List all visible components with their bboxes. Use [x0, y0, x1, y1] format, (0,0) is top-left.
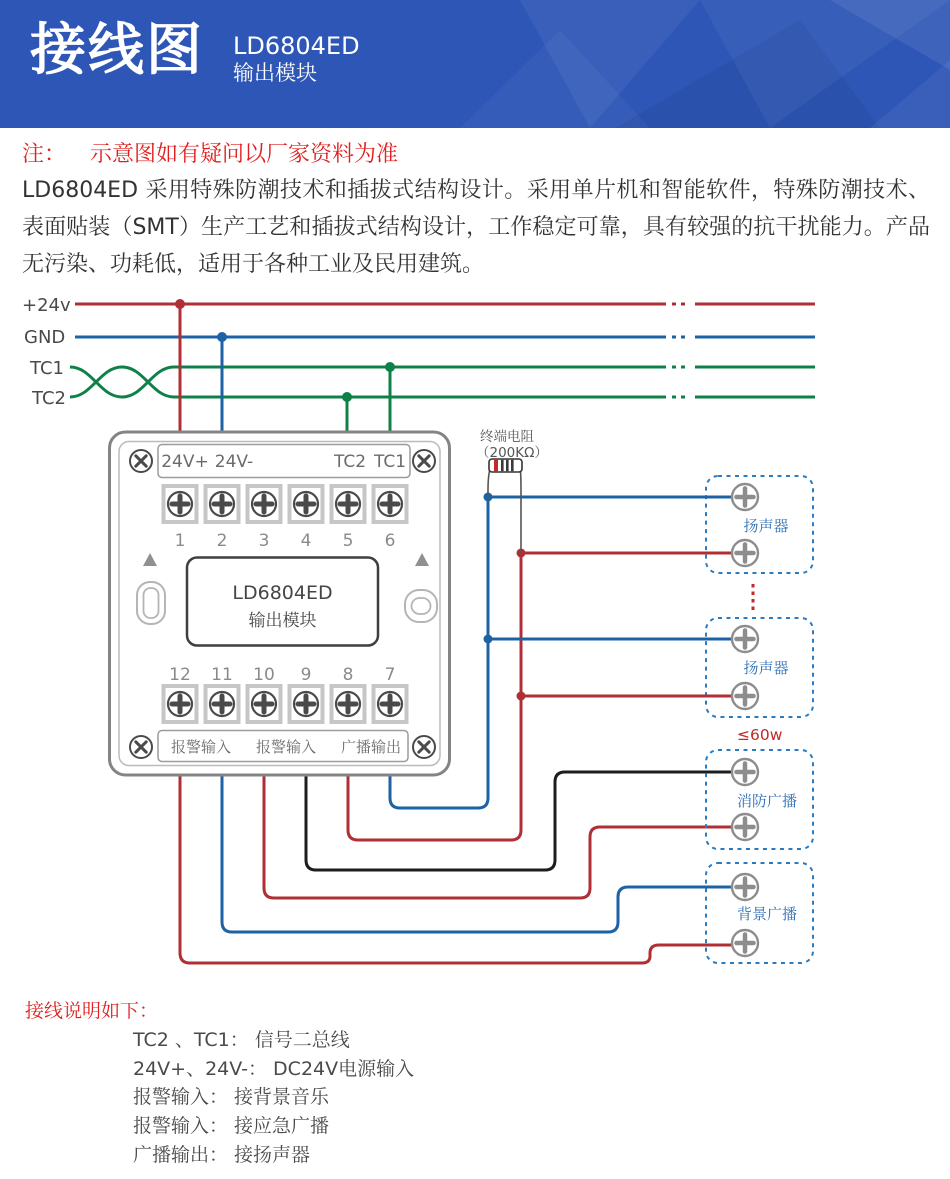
legend-items — [133, 1026, 414, 1170]
terminal-label-tc1: TC1 — [373, 452, 407, 472]
terminal-screw-icon-6 — [374, 486, 407, 522]
terminal-screw-icon-3 — [248, 486, 281, 522]
terminal-screw-icon-8 — [332, 686, 365, 722]
terminal-number: 8 — [342, 665, 354, 685]
device-boxes — [706, 476, 813, 963]
background-broadcast-label: 背景广播 — [736, 905, 798, 923]
terminal-screw-icon-9 — [290, 686, 323, 722]
note-line — [22, 137, 398, 168]
bus-label-tc1: TC1 — [30, 358, 64, 379]
terminal-screw-icon-2 — [206, 486, 239, 522]
resistor-band — [501, 460, 504, 471]
terminal-number: 7 — [384, 665, 396, 685]
terminal-number: 5 — [342, 531, 354, 551]
bus-label-tc2: TC2 — [32, 388, 66, 409]
wire-terminal11-blue — [222, 775, 732, 932]
bus-label-gnd: GND — [24, 327, 66, 348]
terminal-screw-icon-5 — [332, 486, 365, 522]
header-banner — [0, 0, 950, 128]
legend-item: 报警输入： 接应急广播 — [133, 1115, 330, 1138]
device-screw-icon — [732, 484, 758, 510]
power-limit-label: ≤60w — [737, 726, 783, 744]
bus-junction-dots — [175, 299, 395, 402]
device-screw-icon — [732, 626, 758, 652]
bus-labels — [22, 295, 71, 409]
note-text: 示意图如有疑问以厂家资料为准 — [90, 142, 399, 167]
legend-item: 24V+、24V-： DC24V电源输入 — [133, 1057, 415, 1080]
model-number: LD6804ED — [233, 32, 360, 60]
device-screw-icon — [732, 759, 758, 785]
resistor-band — [494, 460, 498, 471]
terminal-screw-icon-4 — [290, 486, 323, 522]
wire-terminal10-red — [264, 775, 732, 898]
module-type-label: 输出模块 — [233, 61, 317, 85]
junction-dot — [342, 392, 352, 402]
resistor-band — [511, 460, 514, 471]
terminal-number: 3 — [258, 531, 270, 551]
output-module — [110, 432, 450, 775]
bus-line-tc1 — [70, 367, 815, 397]
junction-dot — [484, 635, 493, 644]
terminal-screw-icon-7 — [374, 686, 407, 722]
terminal-number: 11 — [211, 665, 233, 685]
legend-item: 报警输入： 接背景音乐 — [133, 1086, 330, 1109]
module-name: LD6804ED — [232, 582, 333, 604]
terminal-label-alarm-input-1: 报警输入 — [170, 738, 232, 756]
device-screw-icon — [732, 540, 758, 566]
resistor-band — [506, 460, 509, 471]
legend-item: TC2 、TC1： 信号二总线 — [133, 1029, 350, 1051]
bus-lines — [70, 304, 815, 397]
terminal-screw-icon-1 — [164, 486, 197, 522]
junction-dot — [385, 362, 395, 372]
device-terminals — [732, 484, 758, 956]
fire-broadcast-label: 消防广播 — [736, 792, 798, 810]
device-screw-icon — [732, 683, 758, 709]
speaker-junction-dots — [484, 493, 526, 701]
corner-screw-icon — [130, 450, 152, 472]
speaker-label-1: 扬声器 — [743, 517, 789, 535]
bus-line-tc2 — [70, 367, 815, 397]
resistor-lead-right — [521, 471, 522, 553]
page-title: 接线图 — [30, 18, 204, 83]
resistor-name: 终端电阻 — [480, 429, 534, 445]
terminal-number: 4 — [300, 531, 312, 551]
module-type: 输出模块 — [248, 611, 317, 631]
wiring-diagram — [0, 285, 950, 985]
terminal-label-24v-minus: 24V- — [214, 452, 254, 472]
module-bottom-labels — [171, 738, 401, 756]
device-screw-icon — [732, 874, 758, 900]
terminal-number: 2 — [216, 531, 228, 551]
junction-dot — [517, 692, 526, 701]
resistor-value: （200KΩ） — [476, 445, 548, 461]
legend-title: 接线说明如下： — [25, 1000, 159, 1022]
junction-dot — [175, 299, 185, 309]
description-paragraph: LD6804ED 采用特殊防潮技术和插拔式结构设计。采用单片机和智能软件，特殊防潮技术、表面贴装（SMT）生产工艺和插拔式结构设计，工作稳定可靠，具有较强的抗干扰能力。产品无污染、功耗低，适用于各种工业及民用建筑。 — [22, 178, 930, 277]
terminal-screw-icon-10 — [248, 686, 281, 722]
speaker-bus-wires — [488, 497, 732, 696]
terminal-screw-icon-12 — [164, 686, 197, 722]
junction-dot — [217, 332, 227, 342]
terminal-number: 12 — [169, 665, 191, 685]
device-screw-icon — [732, 930, 758, 956]
module-side-slot-right — [405, 590, 437, 622]
legend-item: 广播输出： 接扬声器 — [133, 1143, 311, 1166]
corner-screw-icon — [413, 450, 435, 472]
terminal-label-broadcast-output: 广播输出 — [340, 738, 402, 756]
terminal-number: 6 — [384, 531, 396, 551]
terminal-screw-icon-11 — [206, 686, 239, 722]
terminal-number: 1 — [174, 531, 186, 551]
note-label: 注： — [22, 142, 67, 167]
corner-screw-icon — [130, 736, 152, 758]
terminal-label-tc2: TC2 — [333, 452, 367, 472]
device-screw-icon — [732, 814, 758, 840]
bus-label-24v: +24v — [22, 295, 71, 316]
speaker-label-2: 扬声器 — [743, 659, 789, 677]
wire-terminal9-black — [306, 772, 732, 870]
header-model-block — [233, 33, 360, 85]
terminal-label-24v-plus: 24V+ — [161, 452, 209, 472]
bus-drop-wires — [180, 304, 390, 434]
terminal-number: 10 — [253, 665, 275, 685]
corner-screw-icon — [413, 736, 435, 758]
terminal-label-alarm-input-2: 报警输入 — [255, 738, 317, 756]
terminal-number: 9 — [300, 665, 312, 685]
